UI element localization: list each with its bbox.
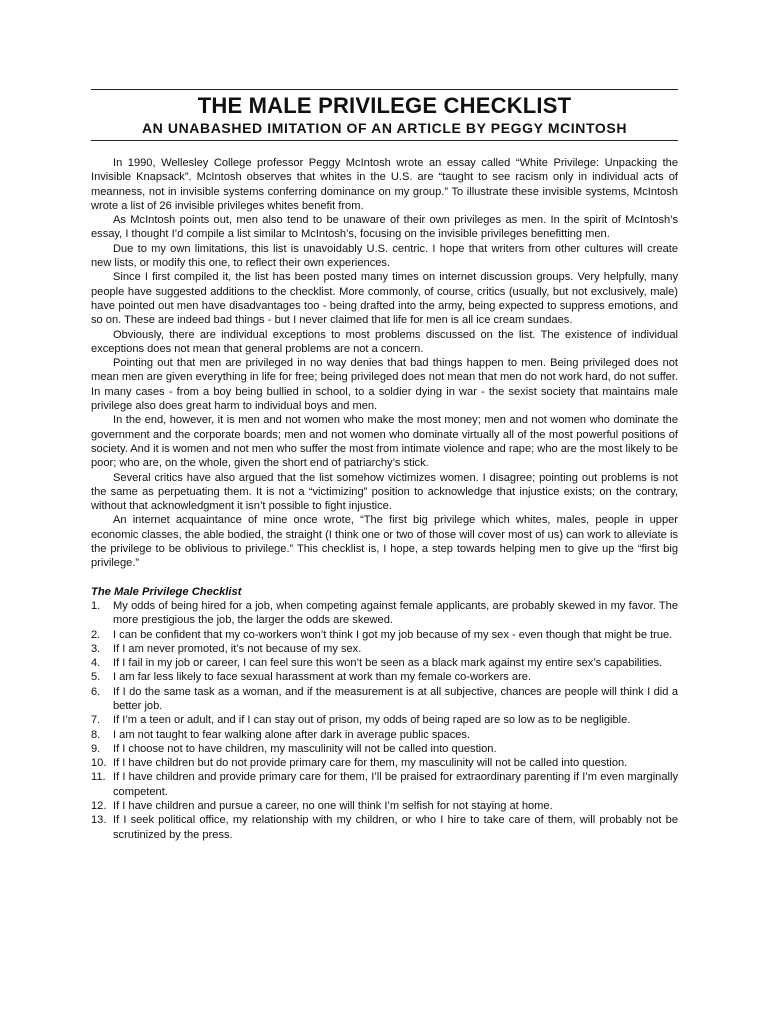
list-item-number: 8. [91, 728, 101, 741]
list-item [91, 799, 678, 813]
list-item [91, 656, 678, 670]
paragraph: Since I first compiled it, the list has been posted many times on internet discussion groups. Very helpfully, many people have suggested additions to the checklist. More commonly, of course, critics (usually, but not exclusively, male) have pointed out men have disadvantages too - being drafted into the army, being expected to suppress emotions, and so on. These are indeed bad things - but I never claimed that life for men is all ice cream sundaes. [91, 271, 678, 327]
list-item-text: If I am never promoted, it’s not because of my sex. [113, 642, 362, 655]
subtitle-rule [91, 140, 678, 141]
list-item [91, 628, 678, 642]
list-item-text: If I’m a teen or adult, and if I can stay out of prison, my odds of being raped are so low as to be negligible. [113, 714, 631, 727]
list-item [91, 670, 678, 684]
list-item-number: 4. [91, 657, 101, 670]
list-item-text: I am not taught to fear walking alone after dark in average public spaces. [113, 728, 471, 741]
paragraph: As McIntosh points out, men also tend to be unaware of their own privileges as men. In the spirit of McIntosh’s essay, I thought I’d compile a list similar to McIntosh’s, focusing on the invisible privileges benefitting men. [91, 214, 678, 241]
list-item-text: If I seek political office, my relationship with my children, or who I hire to take care of them, will probably not be scrutinized by the press. [113, 814, 678, 841]
list-item-number: 1. [91, 599, 101, 612]
list-item-number: 2. [91, 628, 101, 641]
list-item-text: If I have children but do not provide primary care for them, my masculinity will not be called into question. [113, 757, 628, 770]
paragraph: Several critics have also argued that the list somehow victimizes women. I disagree; pointing out problems is not the same as perpetuating them. It is not a “victimizing” position to acknowledge that injustice exists; on the contrary, without that acknowledgment it isn’t possible to fight injustice. [91, 471, 678, 513]
list-item-text: I am far less likely to face sexual harassment at work than my female co-workers are. [113, 671, 532, 684]
list-item [91, 728, 678, 742]
list-item-text: I can be confident that my co-workers won’t think I got my job because of my sex - even though that might be true. [113, 628, 673, 641]
list-item-text: My odds of being hired for a job, when competing against female applicants, are probably skewed in my favor. The more prestigious the job, the larger the odds are skewed. [113, 599, 678, 627]
list-item [91, 756, 678, 770]
list-item-text: If I have children and provide primary care for them, I’ll be praised for extraordinary parenting if I’m even marginally competent. [113, 771, 678, 798]
list-item-number: 5. [91, 671, 101, 684]
intro-body [91, 156, 678, 571]
list-item [91, 813, 678, 842]
document-subtitle: AN UNABASHED IMITATION OF AN ARTICLE BY PEGGY MCINTOSH [141, 120, 628, 136]
list-item-number: 12. [91, 800, 107, 813]
list-item [91, 599, 678, 628]
list-item [91, 742, 678, 756]
list-item-number: 6. [91, 685, 101, 698]
checklist [91, 599, 678, 842]
paragraph: Pointing out that men are privileged in no way denies that bad things happen to men. Being privileged does not mean men are given everything in life for free; being privileged does not mean that men do not work hard, do not suffer. In many cases - from a boy being bullied in school, to a soldier dying in war - the sexist society that maintains male privilege also does great harm to individual boys and men. [91, 357, 678, 413]
paragraph: Obviously, there are individual exceptions to most problems discussed on the list. The existence of individual exceptions does not mean that general problems are not a concern. [91, 328, 678, 355]
list-item-number: 3. [91, 642, 101, 655]
list-item-number: 11. [91, 771, 106, 784]
list-item [91, 770, 678, 799]
list-item-number: 9. [91, 742, 101, 755]
list-item [91, 642, 678, 656]
document-title: THE MALE PRIVILEGE CHECKLIST [197, 93, 572, 118]
checklist-heading: The Male Privilege Checklist [91, 585, 242, 598]
paragraph: In 1990, Wellesley College professor Peggy McIntosh wrote an essay called “White Privilege: Unpacking the Invisible Knapsack”. McIntosh observes that whites in the U.S. are “taught to see racism only in individual acts of meanness, not in invisible systems conferring dominance on my group.” To illustrate these invisible systems, McIntosh wrote a list of 26 invisible privileges whites benefit from. [91, 157, 678, 212]
list-item-text: If I choose not to have children, my masculinity will not be called into question. [113, 742, 497, 755]
list-item [91, 713, 678, 727]
list-item-text: If I fail in my job or career, I can feel sure this won’t be seen as a black mark against my entire sex’s capabilities. [113, 657, 663, 670]
list-item-number: 10. [91, 757, 107, 770]
list-item-number: 7. [91, 714, 101, 727]
document-page [91, 89, 678, 842]
list-item-text: If I do the same task as a woman, and if the measurement is at all subjective, chances are people will think I did a better job. [113, 685, 678, 712]
list-item [91, 685, 678, 714]
paragraph: Due to my own limitations, this list is unavoidably U.S. centric. I hope that writers from other cultures will create new lists, or modify this one, to reflect their own experiences. [91, 242, 678, 270]
paragraph: An internet acquaintance of mine once wrote, “The first big privilege which whites, males, people in upper economic classes, the able bodied, the straight (I think one or two of those will cover most of us) can work to alleviate is the privilege to be oblivious to privilege.” This checklist is, I hope, a step towards helping men to give up the “first big privilege.” [91, 514, 678, 570]
paragraph: In the end, however, it is men and not women who make the most money; men and not women who dominate the government and the corporate boards; men and not women who dominate virtually all of the most powerful positions of society. And it is women and not men who suffer the most from intimate violence and rape; who are the most likely to be poor; who are, on the whole, given the short end of patriarchy’s stick. [91, 414, 678, 470]
list-item-number: 13. [91, 814, 107, 827]
list-item-text: If I have children and pursue a career, no one will think I’m selfish for not staying at home. [113, 800, 553, 813]
top-rule [91, 89, 678, 90]
